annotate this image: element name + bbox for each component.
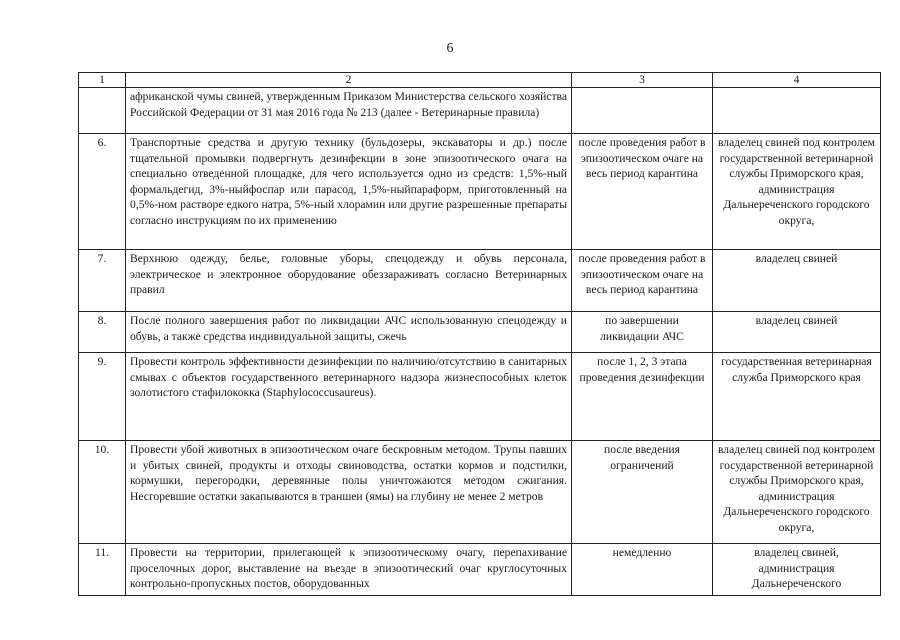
measure-timing: после 1, 2, 3 этапа проведения дезинфекции [572,353,713,441]
measure-responsible: владелец свиней [713,250,881,312]
table-row [79,134,881,250]
measure-timing: после проведения работ в эпизоотическом очаге на весь период карантина [572,250,713,312]
measure-responsible: владелец свиней [713,312,881,353]
measure-description: Провести убой животных в эпизоотическом очаге бескровным методом. Трупы павших и убитых свиней, продукты и отходы свиноводства, остатки кормов и подстилки, кормушки, перегородки, деревянные полы уничтожаются методом сжигания. Несгоревшие остатки закапываются в траншеи (ямы) на глубину не менее 2 метров [126,441,572,544]
page-number: 6 [446,41,454,56]
table-row [79,544,881,596]
measure-responsible: владелец свиней под контролем государственной ветеринарной службы Приморского края, администрация Дальнереченского городского округа, [713,134,881,250]
column-header: 3 [572,73,713,88]
measure-description: африканской чумы свиней, утвержденным Приказом Министерства сельского хозяйства Российской Федерации от 31 мая 2016 года № 213 (далее - Ветеринарные правила) [126,88,572,134]
measure-description: Провести на территории, прилегающей к эпизоотическому очагу, перепахивание проселочных дорог, выставление на въезде в эпизоотический очаг круглосуточных контрольно-пропускных постов, оборудованных [126,544,572,596]
row-number: 8. [79,312,126,353]
row-number [79,88,126,134]
table-row [79,250,881,312]
row-number: 6. [79,134,126,250]
measure-description: Транспортные средства и другую технику (бульдозеры, экскаваторы и др.) после тщательной промывки подвергнуть дезинфекции в зоне эпизоотического очага на специально отведенной площадке, для чего используется одно из средств: 1,5%-ный формальдегид, 3%-ныйфоспар или парасод, 1,5%-ныйпараформ, приготовленный на 0,5%-ном растворе едкого натра, 5%-ный хлорамин или другие разрешенные препараты согласно инструкциям по их применению [126,134,572,250]
measure-timing: немедленно [572,544,713,596]
row-number: 10. [79,441,126,544]
measure-timing: по завершении ликвидации АЧС [572,312,713,353]
column-header: 4 [713,73,881,88]
table-row [79,88,881,134]
column-header: 2 [126,73,572,88]
measure-description: Верхнюю одежду, белье, головные уборы, спецодежду и обувь персонала, электрическое и электронное оборудование обеззараживать согласно Ветеринарных правил [126,250,572,312]
measure-timing: после введения ограничений [572,441,713,544]
measures-table [78,72,881,596]
table-row [79,441,881,544]
row-number: 11. [79,544,126,596]
measure-responsible: владелец свиней, администрация Дальнереченского [713,544,881,596]
measure-description: Провести контроль эффективности дезинфекции по наличию/отсутствию в санитарных смывах с объектов государственного ветеринарного надзора жизнеспособных клеток золотистого стафилококка (Staphylococcusaureus). [126,353,572,441]
measure-description: После полного завершения работ по ликвидации АЧС использованную спецодежду и обувь, а также средства индивидуальной защиты, сжечь [126,312,572,353]
measure-timing: после проведения работ в эпизоотическом очаге на весь период карантина [572,134,713,250]
measure-responsible [713,88,881,134]
row-number: 7. [79,250,126,312]
table-header-row [79,73,881,88]
table-row [79,312,881,353]
table-row [79,353,881,441]
row-number: 9. [79,353,126,441]
measure-responsible: владелец свиней под контролем государственной ветеринарной службы Приморского края, администрация Дальнереченского городского округа, [713,441,881,544]
measure-responsible: государственная ветеринарная служба Приморского края [713,353,881,441]
column-header: 1 [79,73,126,88]
measure-timing [572,88,713,134]
